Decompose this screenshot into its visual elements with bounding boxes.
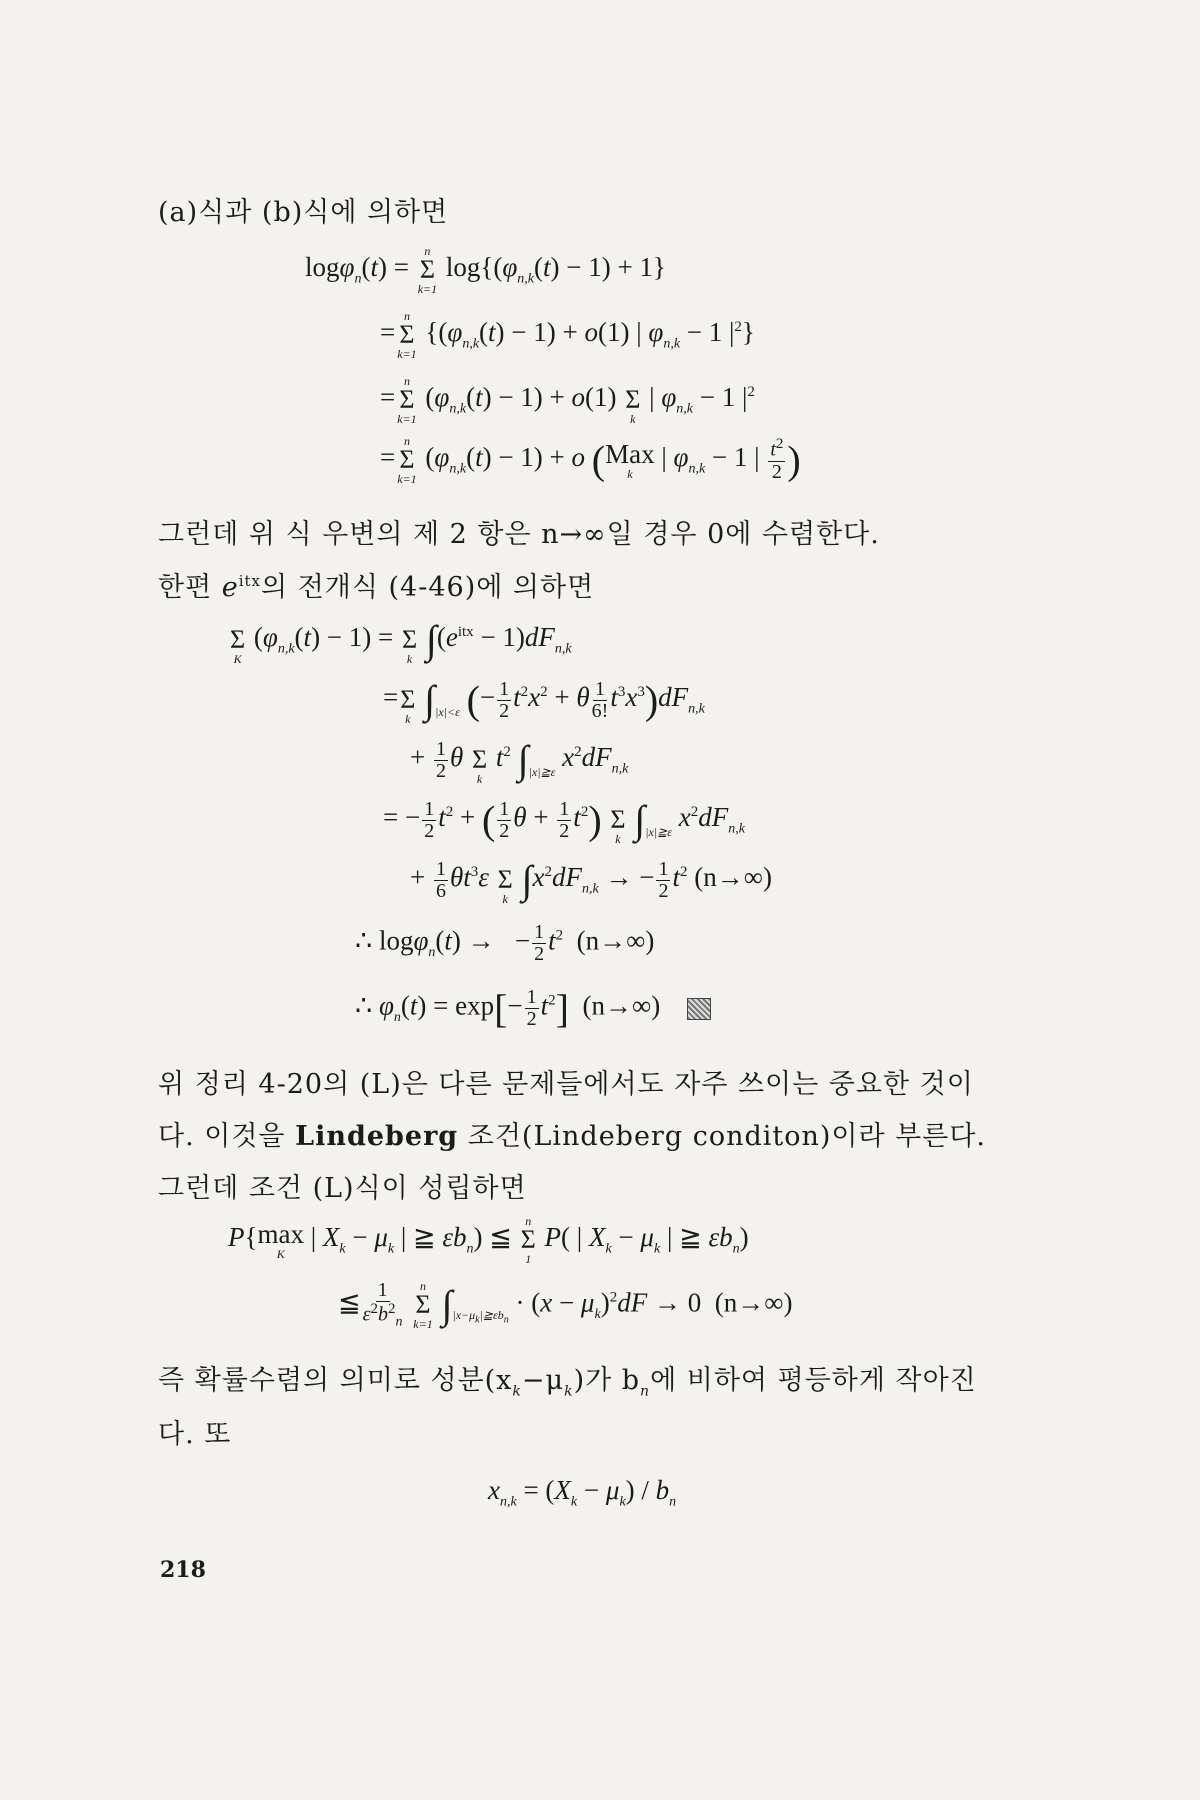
equation-sum-phi-line4: = − $\frac{1}{2}$ $t^2$ + ( $\frac{1}{2}$ θ + $\frac{1}{2}$ $t^2$) Σ k ∫ |x|≧ε $x^2dF_{n,k}$ (383, 797, 745, 846)
paragraph-uniform-sub2: k (564, 1383, 574, 1400)
equation-log-phi-line4: = n Σ k=1 $(\varphi_{n,k}(t) - 1) + o$ (Max k | $\varphi_{n,k} - 1$ | $\frac{t^2}{2}$ ) (380, 434, 801, 486)
remark-expansion-sup: itx (238, 572, 262, 590)
equation-sum-phi-line3: + $\frac{1}{2}$ θ Σ k $t^2$ ∫ |x|≧ε $x^2dF_{n,k}$ (410, 737, 629, 786)
paragraph-lindeberg-line1: 위 정리 4-20의 (L)은 다른 문제들에서도 자주 쓰이는 중요한 것이 (158, 1069, 974, 1100)
paragraph-uniform-sub1: k (512, 1383, 522, 1400)
remark-expansion-symbol: e (221, 572, 239, 603)
therefore-symbol-1: ∴ (355, 925, 373, 956)
limit-label-4: (n→∞) (714, 1287, 793, 1318)
paragraph-uniform (158, 1358, 977, 1399)
qed-mark-icon (687, 998, 711, 1020)
equation-therefore-phi: ∴ $\varphi_n(t) = \exp[-$ $\frac{1}{2}$ $t^2$] (n→∞) (355, 985, 711, 1032)
limit-label-1: (n→∞) (694, 862, 772, 893)
paragraph-condition: 그런데 조건 (L)식이 성립하면 (158, 1173, 527, 1204)
intro-text: (a)식과 (b)식에 의하면 (158, 197, 449, 228)
equation-log-phi-line1: logφ$_n$(t) = n Σ k=1 $\log\{(\varphi_{n,k}(t) - 1) + 1\}$ (305, 244, 666, 296)
equation-log-phi-line2: = n Σ k=1 {$(\varphi_{n,k}(t) - 1) + o(1)$ | $\varphi_{n,k} - 1$ $|^2$} (380, 309, 755, 361)
paragraph-uniform-sub3: n (640, 1383, 651, 1400)
paragraph-lindeberg-prefix: 다. 이것을 (158, 1121, 296, 1152)
equation-therefore-log: ∴ logφ$_n$(t) → − $\frac{1}{2}$ $t^2$ (n→∞) (355, 921, 655, 965)
limit-label-3: (n→∞) (582, 990, 661, 1021)
page-number: 218 (160, 1557, 206, 1583)
remark-expansion-prefix: 한편 (158, 572, 222, 603)
remark-expansion-suffix: 의 전개식 (4-46)에 의하면 (261, 572, 595, 603)
equation-sum-phi-line2: = Σ k ∫ |x|<ε (− $\frac{1}{2}$ $t^2x^2 + \theta$ $\frac{1}{6!}$ $t^3x^3)dF_{n,k}$ (383, 677, 705, 726)
lindeberg-bold: Lindeberg (295, 1121, 459, 1152)
remark-convergence: 그런데 위 식 우변의 제 2 항은 n→∞일 경우 0에 수렴한다. (158, 519, 880, 550)
paragraph-also: 다. 또 (158, 1419, 232, 1450)
paragraph-lindeberg-suffix: 조건(Lindeberg conditon)이라 부른다. (458, 1121, 986, 1152)
paragraph-uniform-part4: 에 비하여 평등하게 작아진 (650, 1365, 977, 1396)
equation-log-phi-line3: = n Σ k=1 $(\varphi_{n,k}(t) - 1) + o(1)$ Σ k | $\varphi_{n,k} - 1$ $|^2$ (380, 374, 755, 426)
equation-prob-max-line1: P{max K | $X_k - \mu_k$ | ≧ $\varepsilon b_n$) ≦ n Σ 1 P( | $X_k - \mu_k$ | ≧ $\varepsilon b_n$) (228, 1214, 749, 1266)
equation-prob-max-line2: ≦ $\frac{1}{\varepsilon^2b^2_n}$ n Σ k=1 ∫ $|x-\mu_k|≧\varepsilon b_n$ · $(x - \mu_k)^2dF \to 0$ (n→∞) (338, 1279, 793, 1332)
paragraph-uniform-part1: 즉 확률수렴의 의미로 성분(x (158, 1365, 513, 1396)
remark-expansion (158, 565, 594, 604)
paragraph-uniform-part3: )가 b (573, 1365, 641, 1396)
paragraph-uniform-part2: −μ (521, 1365, 565, 1396)
equation-sum-phi-line1: Σ K $(\varphi_{n,k}(t) - 1)$ = Σ k ∫ $(e^{itx} - 1)dF_{n,k}$ (230, 617, 572, 666)
paragraph-lindeberg-line2 (158, 1114, 986, 1153)
equation-x-nk: $x_{n,k} = (X_k - \mu_k) / b_n$ (488, 1475, 677, 1510)
therefore-symbol-2: ∴ (355, 990, 373, 1021)
equation-sum-phi-line5: + $\frac{1}{6}$ $\theta t^3\varepsilon$ Σ k ∫ $x^2dF_{n,k}$ → − $\frac{1}{2}$ $t^2$ (n→∞) (410, 857, 772, 906)
limit-label-2: (n→∞) (576, 925, 655, 956)
